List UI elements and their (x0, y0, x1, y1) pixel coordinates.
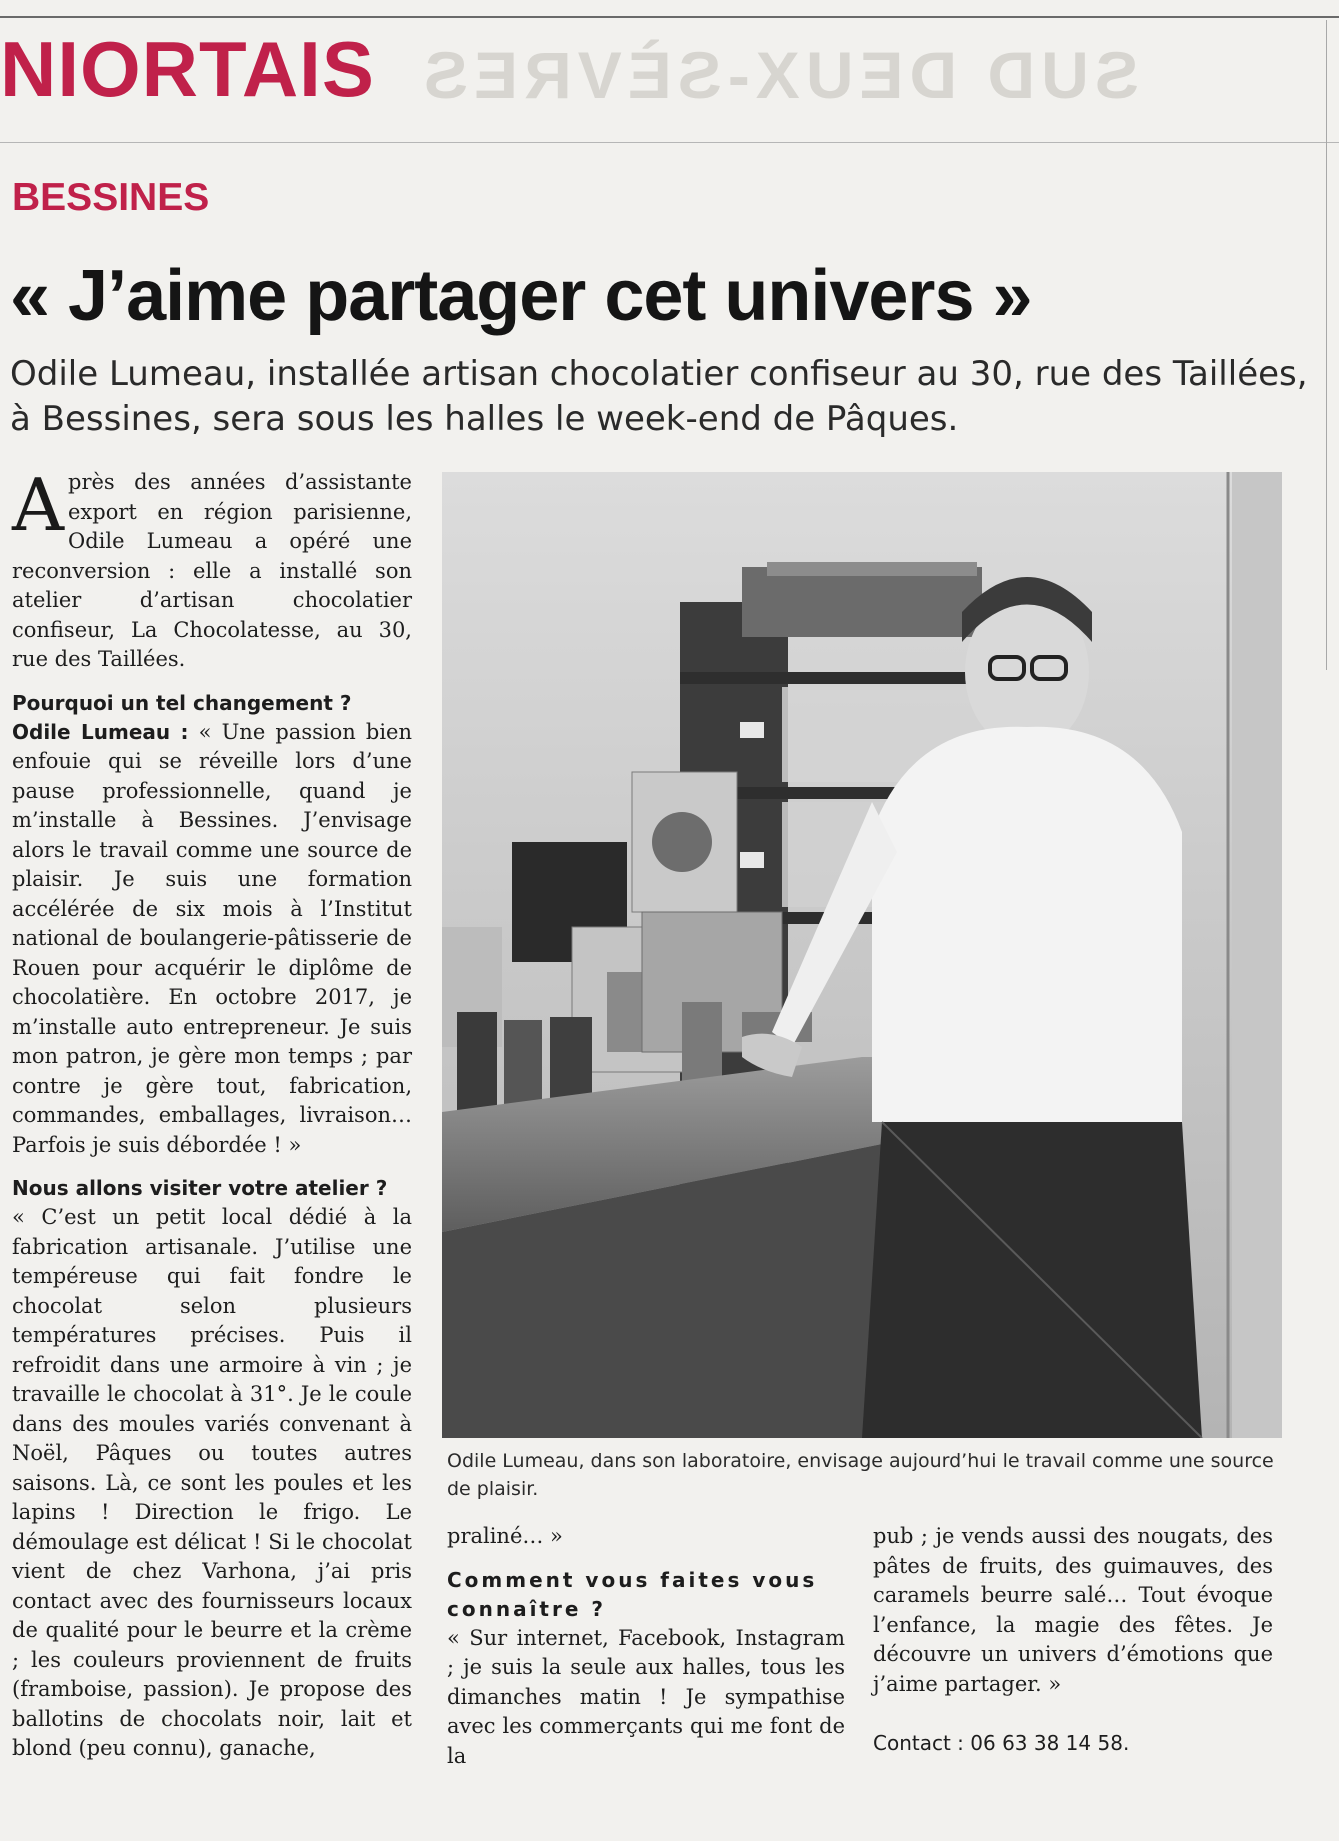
contact-line: Contact : 06 63 38 14 58. (873, 1731, 1130, 1755)
article-column-1 (12, 463, 412, 1764)
question-1: Pourquoi un tel changement ? (12, 690, 352, 715)
column-divider (1326, 20, 1327, 670)
question-3: Comment vous faites vous connaître ? (447, 1567, 818, 1621)
chocolatier-photo (442, 472, 1282, 1438)
photo-caption: Odile Lumeau, dans son laboratoire, envisage aujourd’hui le travail comme une source de plaisir. (447, 1450, 1274, 1500)
answer-1 (12, 718, 412, 1161)
section-title: NIORTAIS (0, 25, 375, 113)
answer-1-text: « Une passion bien enfouie qui se réveille lors d’une pause professionnelle, quand je m’installe à Bessines. J’envisage alors le travail comme une source de plaisir. Je suis une formation accélérée de six mois à l’Institut national de boulangerie-pâtisserie de Rouen pour acquérir le diplôme de chocolatière. En octobre 2017, je m’installe auto entrepreneur. Je suis mon patron, je gère mon temps ; par contre je gère tout, fabrication, commandes, emballages, livraison… Parfois je suis débordée ! » (12, 719, 412, 1157)
top-rule (0, 16, 1339, 18)
speaker-label: Odile Lumeau : (12, 719, 189, 744)
photo-illustration (442, 472, 1282, 1438)
intro-paragraph (12, 463, 412, 675)
answer-3-continued: pub ; je vends aussi des nougats, des pâtes de fruits, des guimauves, des caramels beurre salé… Tout évoque l’enfance, la magie des fêtes. Je découvre un univers d’émotions que j’aime partager. » (873, 1524, 1273, 1696)
article-column-3 (873, 1522, 1273, 1759)
answer-3: « Sur internet, Facebook, Instagram ; je suis la seule aux halles, tous les dimanches matin ! Je sympathise avec les commerçants qui me font de la (447, 1625, 845, 1768)
article-headline: « J’aime partager cet univers » (10, 256, 1032, 336)
answer-2: « C’est un petit local dédié à la fabrication artisanale. J’utilise une tempéreuse qui fait fondre le chocolat selon plusieurs températures précises. Puis il refroidit dans une armoire à vin ; je travaille le chocolat à 31°. Je le coule dans des moules variés convenant à Noël, Pâques ou toutes autres saisons. Là, ce sont les poules et les lapins ! Direction le frigo. Le démoulage est délicat ! Si le chocolat vient de chez Varhona, j’ai pris contact avec des fournisseurs locaux de qualité pour le beurre et la crème ; les couleurs proviennent de fruits (framboise, passion). Je propose des ballotins de chocolats noir, lait et blond (peu connu), ganache, (12, 1205, 412, 1760)
article-standfirst: Odile Lumeau, installée artisan chocolatier confiseur au 30, rue des Taillées, à Bessines, sera sous les halles le week-end de Pâques. (10, 354, 1308, 439)
article-kicker: BESSINES (12, 176, 210, 219)
article-column-2 (447, 1522, 845, 1771)
answer-2-continued: praliné… » (447, 1524, 563, 1548)
question-2: Nous allons visiter votre atelier ? (12, 1176, 388, 1200)
intro-text: près des années d’assistante export en région parisienne, Odile Lumeau a opéré une reconversion : elle a installé son atelier d’artisan chocolatier confiseur, La Chocolatesse, au 30, rue des Taillées. (12, 470, 412, 671)
header-rule (0, 142, 1339, 143)
showthrough-section-title: SUD DEUX-SÈVRES (418, 38, 1139, 112)
drop-cap: A (12, 463, 64, 547)
adjacent-article-edge (1328, 30, 1339, 670)
